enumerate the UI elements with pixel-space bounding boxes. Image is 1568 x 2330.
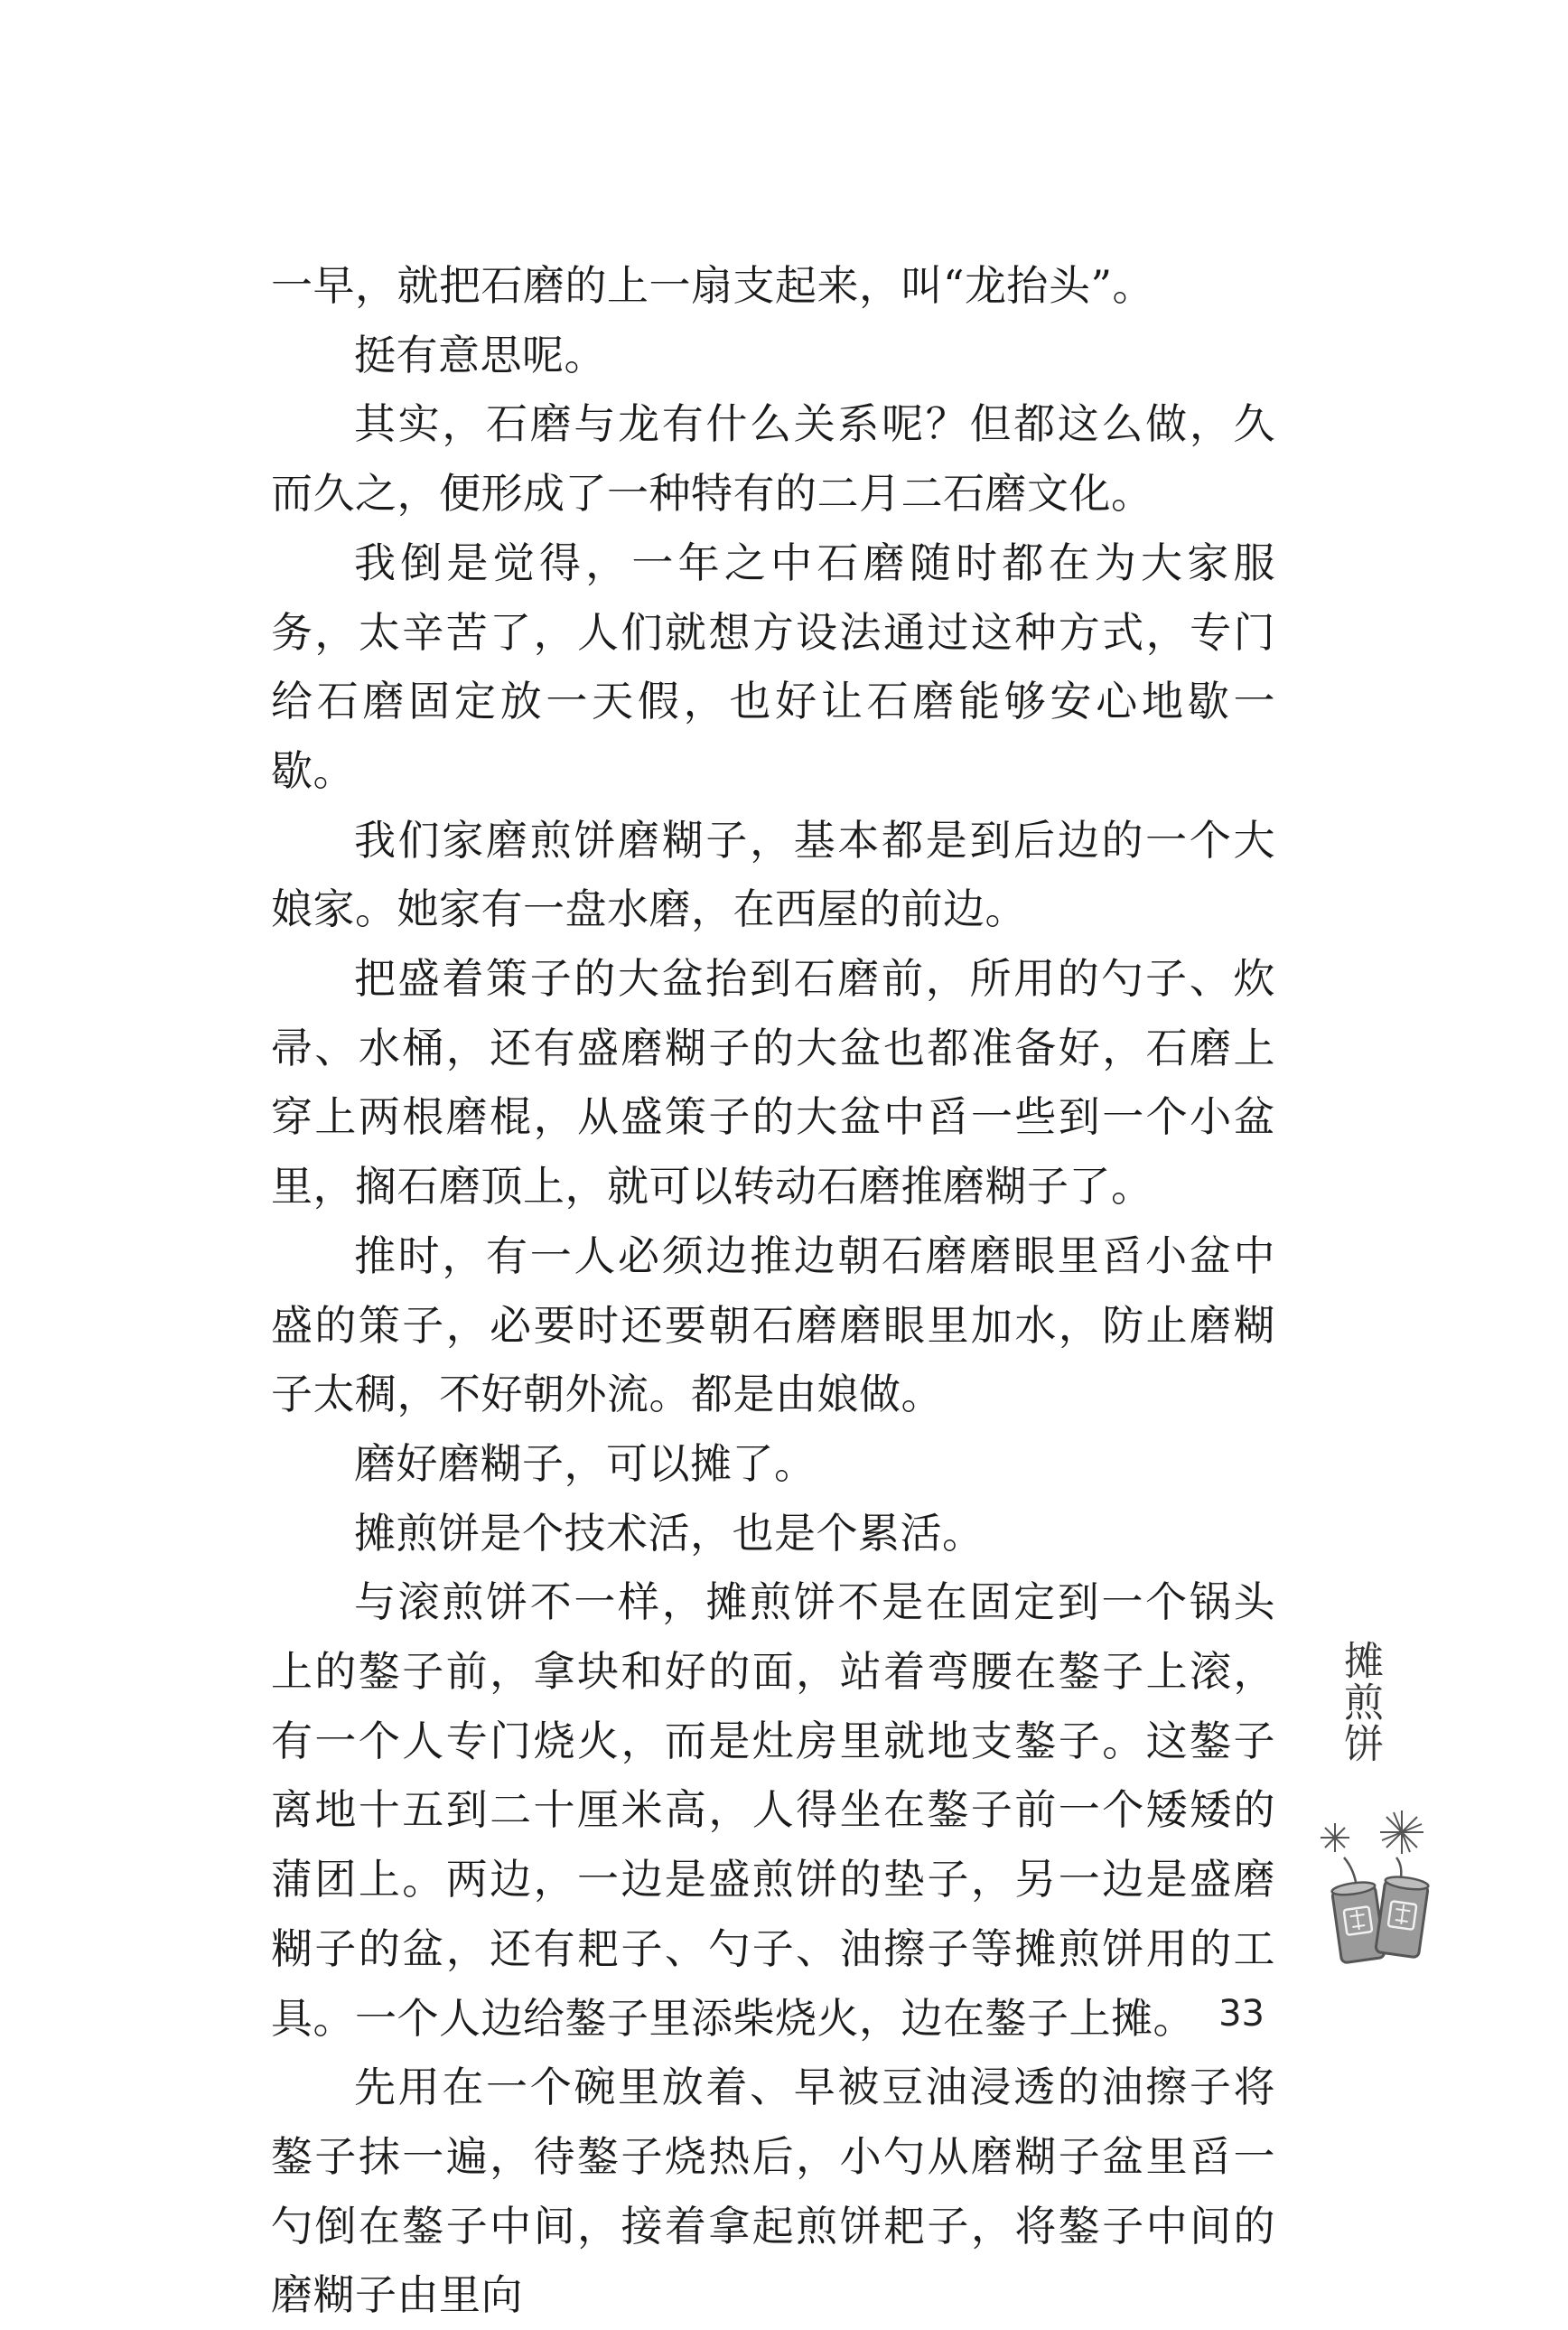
paragraph-7: 推时，有一人必须边推边朝石磨磨眼里舀小盆中盛的策子，必要时还要朝石磨磨眼里加水，防止磨糊子太稠，不好朝外流。都是由娘做。 <box>271 1231 1275 1419</box>
page-number: 33 <box>1218 1993 1265 2035</box>
paragraph-3: 其实，石磨与龙有什么关系呢？但都这么做，久而久之，便形成了一种特有的二月二石磨文化。 <box>271 399 1275 519</box>
side-chapter-title: 摊煎饼 <box>1337 1640 1383 1764</box>
paragraph-9: 摊煎饼是个技术活，也是个累活。 <box>354 1508 985 1558</box>
paragraph-11: 先用在一个碗里放着、早被豆油浸透的油擦子将鏊子抹一遍，待鏊子烧热后，小勺从磨糊子盆里舀一勺倒在鏊子中间，接着拿起煎饼耙子，将鏊子中间的磨糊子由里向 <box>271 2063 1275 2320</box>
paragraph-5: 我们家磨煎饼磨糊子，基本都是到后边的一个大娘家。她家有一盘水磨，在西屋的前边。 <box>271 815 1275 934</box>
body-text <box>271 251 1275 2330</box>
paragraph-1: 一早，就把石磨的上一扇支起来，叫“龙抬头”。 <box>271 261 1155 310</box>
paragraph-2: 挺有意思呢。 <box>354 330 606 379</box>
firecracker-icon <box>1301 1807 1463 1970</box>
paragraph-10: 与滚煎饼不一样，摊煎饼不是在固定到一个锅头上的鏊子前，拿块和好的面，站着弯腰在鏊子上滚，有一个人专门烧火，而是灶房里就地支鏊子。这鏊子离地十五到二十厘米高，人得坐在鏊子前一个矮矮的蒲团上。两边，一边是盛煎饼的垫子，另一边是盛磨糊子的盆，还有耙子、勺子、油擦子等摊煎饼用的工具。一个人边给鏊子里添柴烧火，边在鏊子上摊。 <box>271 1577 1275 2043</box>
paragraph-4: 我倒是觉得，一年之中石磨随时都在为大家服务，太辛苦了，人们就想方设法通过这种方式，专门给石磨固定放一天假，也好让石磨能够安心地歇一歇。 <box>271 538 1275 795</box>
paragraph-8: 磨好磨糊子，可以摊了。 <box>354 1438 817 1488</box>
paragraph-6: 把盛着策子的大盆抬到石磨前，所用的勺子、炊帚、水桶，还有盛磨糊子的大盆也都准备好，石磨上穿上两根磨棍，从盛策子的大盆中舀一些到一个小盆里，搁石磨顶上，就可以转动石磨推磨糊子了。 <box>271 954 1275 1212</box>
